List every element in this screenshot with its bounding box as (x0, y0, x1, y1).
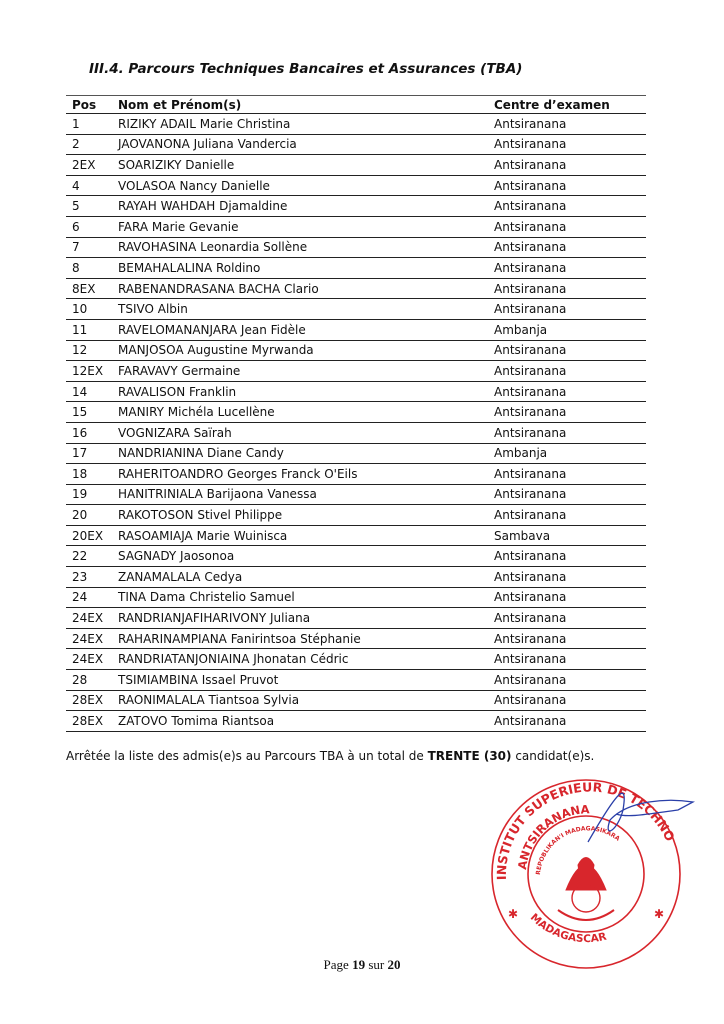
table-row (66, 464, 646, 485)
cell-centre: Antsiranana (488, 608, 646, 629)
table-row (66, 175, 646, 196)
cell-pos: 10 (66, 299, 112, 320)
cell-pos: 19 (66, 484, 112, 505)
footer-page-number: 19 (352, 957, 366, 972)
cell-name: RIZIKY ADAIL Marie Christina (112, 114, 488, 135)
section-heading: III.4. Parcours Techniques Bancaires et Assurances (TBA) (89, 61, 523, 77)
cell-name: RAHARINAMPIANA Fanirintsoa Stéphanie (112, 628, 488, 649)
cell-centre: Antsiranana (488, 464, 646, 485)
table-row (66, 134, 646, 155)
cell-pos: 20 (66, 505, 112, 526)
cell-centre: Antsiranana (488, 175, 646, 196)
cell-name: ZATOVO Tomima Riantsoa (112, 711, 488, 732)
stamp-graphic (478, 770, 700, 970)
cell-name: JAOVANONA Juliana Vandercia (112, 134, 488, 155)
table-row (66, 216, 646, 237)
cell-name: ZANAMALALA Cedya (112, 567, 488, 588)
footer-sur: sur (368, 957, 385, 972)
official-stamp (478, 770, 700, 970)
table-row (66, 649, 646, 670)
cell-pos: 20EX (66, 525, 112, 546)
cell-pos: 28 (66, 670, 112, 691)
cell-centre: Ambanja (488, 319, 646, 340)
cell-name: RABENANDRASANA BACHA Clario (112, 278, 488, 299)
header-centre: Centre d’examen (488, 96, 646, 114)
cell-pos: 5 (66, 196, 112, 217)
cell-centre: Antsiranana (488, 134, 646, 155)
cell-pos: 14 (66, 381, 112, 402)
table-row (66, 628, 646, 649)
cell-name: VOGNIZARA Saïrah (112, 422, 488, 443)
cell-centre: Antsiranana (488, 484, 646, 505)
emblem-icon (558, 858, 614, 921)
cell-pos: 6 (66, 216, 112, 237)
table-row (66, 340, 646, 361)
cell-centre: Antsiranana (488, 216, 646, 237)
cell-centre: Antsiranana (488, 670, 646, 691)
cell-name: RAYAH WAHDAH Djamaldine (112, 196, 488, 217)
cell-centre: Antsiranana (488, 258, 646, 279)
cell-name: RAKOTOSON Stivel Philippe (112, 505, 488, 526)
cell-centre: Antsiranana (488, 690, 646, 711)
star-icon: ✱ (654, 907, 665, 921)
cell-centre: Antsiranana (488, 628, 646, 649)
cell-centre: Antsiranana (488, 361, 646, 382)
summary-total: TRENTE (30) (427, 749, 512, 763)
cell-name: RAVOHASINA Leonardia Sollène (112, 237, 488, 258)
cell-name: TSIMIAMBINA Issael Pruvot (112, 670, 488, 691)
cell-centre: Antsiranana (488, 587, 646, 608)
cell-name: RANDRIANJAFIHARIVONY Juliana (112, 608, 488, 629)
cell-centre: Antsiranana (488, 278, 646, 299)
cell-name: RANDRIATANJONIAINA Jhonatan Cédric (112, 649, 488, 670)
cell-name: SOARIZIKY Danielle (112, 155, 488, 176)
cell-centre: Antsiranana (488, 649, 646, 670)
cell-centre: Antsiranana (488, 237, 646, 258)
admitted-table (66, 95, 646, 732)
table-row (66, 587, 646, 608)
table-row (66, 690, 646, 711)
cell-centre: Sambava (488, 525, 646, 546)
table-row (66, 546, 646, 567)
summary-line (66, 749, 594, 763)
table-row (66, 196, 646, 217)
cell-pos: 24EX (66, 628, 112, 649)
cell-centre: Antsiranana (488, 505, 646, 526)
cell-centre: Antsiranana (488, 155, 646, 176)
table-row (66, 402, 646, 423)
table-row (66, 608, 646, 629)
cell-centre: Antsiranana (488, 402, 646, 423)
header-name: Nom et Prénom(s) (112, 96, 488, 114)
table-row (66, 422, 646, 443)
cell-pos: 15 (66, 402, 112, 423)
table-row (66, 114, 646, 135)
cell-centre: Ambanja (488, 443, 646, 464)
table-row (66, 711, 646, 732)
table-row (66, 525, 646, 546)
table-row (66, 361, 646, 382)
cell-name: RAONIMALALA Tiantsoa Sylvia (112, 690, 488, 711)
table-row (66, 278, 646, 299)
cell-name: RAVALISON Franklin (112, 381, 488, 402)
cell-centre: Antsiranana (488, 114, 646, 135)
cell-pos: 24EX (66, 608, 112, 629)
cell-name: RAVELOMANANJARA Jean Fidèle (112, 319, 488, 340)
cell-name: TINA Dama Christelio Samuel (112, 587, 488, 608)
cell-pos: 11 (66, 319, 112, 340)
cell-name: FARA Marie Gevanie (112, 216, 488, 237)
cell-name: SAGNADY Jaosonoa (112, 546, 488, 567)
table-row (66, 258, 646, 279)
cell-pos: 28EX (66, 711, 112, 732)
cell-centre: Antsiranana (488, 340, 646, 361)
stamp-bottom-text: MADAGASCAR (527, 911, 608, 946)
summary-suffix: candidat(e)s. (511, 749, 595, 763)
cell-pos: 24EX (66, 649, 112, 670)
cell-pos: 28EX (66, 690, 112, 711)
cell-name: TSIVO Albin (112, 299, 488, 320)
table-header-row (66, 96, 646, 114)
cell-centre: Antsiranana (488, 299, 646, 320)
cell-name: MANJOSOA Augustine Myrwanda (112, 340, 488, 361)
cell-pos: 8EX (66, 278, 112, 299)
cell-name: HANITRINIALA Barijaona Vanessa (112, 484, 488, 505)
table-row (66, 567, 646, 588)
cell-name: VOLASOA Nancy Danielle (112, 175, 488, 196)
footer-page-word: Page (323, 957, 349, 972)
cell-pos: 23 (66, 567, 112, 588)
summary-text: Arrêtée la liste des admis(e)s au Parcours TBA à un total de (66, 749, 428, 763)
cell-name: RAHERITOANDRO Georges Franck O'Eils (112, 464, 488, 485)
table-row (66, 155, 646, 176)
cell-centre: Antsiranana (488, 196, 646, 217)
cell-centre: Antsiranana (488, 381, 646, 402)
table-row (66, 484, 646, 505)
cell-pos: 4 (66, 175, 112, 196)
stamp-inner-text: REPOBLIKAN'I MADAGASIKARA (534, 825, 621, 876)
table-row (66, 443, 646, 464)
cell-pos: 12 (66, 340, 112, 361)
cell-name: MANIRY Michéla Lucellène (112, 402, 488, 423)
cell-pos: 2EX (66, 155, 112, 176)
cell-centre: Antsiranana (488, 567, 646, 588)
cell-centre: Antsiranana (488, 711, 646, 732)
table-row (66, 237, 646, 258)
table-row (66, 505, 646, 526)
cell-pos: 8 (66, 258, 112, 279)
star-icon: ✱ (508, 907, 519, 921)
stamp-city: ANTSIRANANA (514, 802, 590, 871)
cell-name: RASOAMIAJA Marie Wuinisca (112, 525, 488, 546)
cell-pos: 2 (66, 134, 112, 155)
cell-pos: 1 (66, 114, 112, 135)
table-row (66, 319, 646, 340)
cell-centre: Antsiranana (488, 422, 646, 443)
cell-pos: 16 (66, 422, 112, 443)
cell-centre: Antsiranana (488, 546, 646, 567)
table-row (66, 670, 646, 691)
cell-pos: 24 (66, 587, 112, 608)
footer-page-total: 20 (387, 957, 401, 972)
header-pos: Pos (66, 96, 112, 114)
cell-name: FARAVAVY Germaine (112, 361, 488, 382)
cell-pos: 18 (66, 464, 112, 485)
page-footer (0, 957, 724, 973)
table-row (66, 381, 646, 402)
cell-pos: 7 (66, 237, 112, 258)
cell-name: BEMAHALALINA Roldino (112, 258, 488, 279)
cell-pos: 22 (66, 546, 112, 567)
cell-pos: 12EX (66, 361, 112, 382)
cell-pos: 17 (66, 443, 112, 464)
cell-name: NANDRIANINA Diane Candy (112, 443, 488, 464)
stamp-top-text: INSTITUT SUPERIEUR DE TECHNO (493, 779, 678, 881)
table-row (66, 299, 646, 320)
